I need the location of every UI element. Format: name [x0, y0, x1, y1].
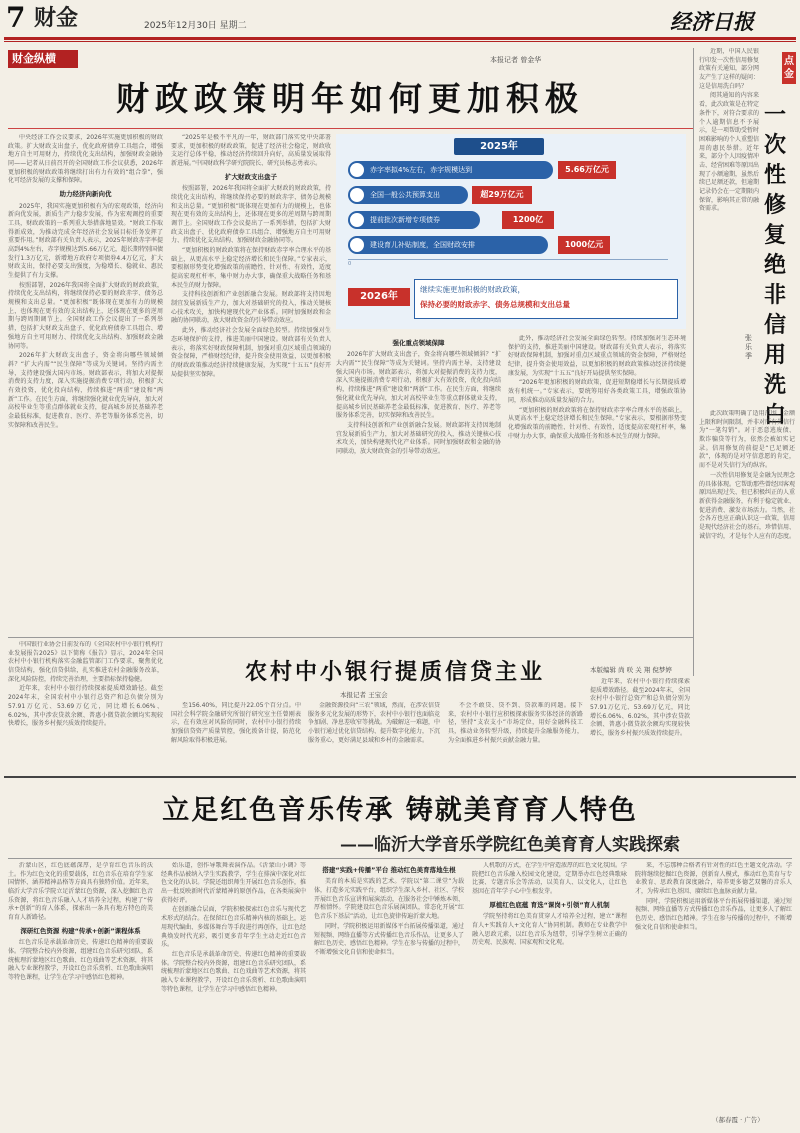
paragraph: 美育的本质是实践的艺术。学院以“第二课堂”为载体，打造多元实践平台，组织学生深入乡村、社区、学校开展红色音乐宣讲和展演活动，在服务社会中锤炼本领、厚植情怀。学院建设红色音乐展演团队，常态化开展“红色音乐下基层”活动，让红色旋律传遍沂蒙大地。: [314, 878, 464, 921]
section-rule: [4, 776, 796, 778]
paragraph: 2026年扩大财政支出盘子，资金将向哪些领域倾斜？“扩大内需”“民生保障”等成为关键词。坚持内需主导，支持建设强大国内市场。财政部表示，将加大对提振消费的支持力度，深入实施提振消费专项行动，积极扩大有效投资，优化投向结构，持续推进“两重”建设和“两新”工作。在民生方面，将继续强化就业优先导向，加大对高校毕业生等重点群体就业支持，提高城乡居民基础养老金最低标准，促进教育、医疗、养老等服务体系完善，切实保障和改善民生。: [8, 352, 163, 429]
section-divider: [8, 637, 693, 638]
article-column-2: [171, 134, 331, 634]
paragraph: 同时，学院积极运用新媒体平台拓展传播渠道，通过短视频、网络直播等方式传播红色音乐作品，让更多人了解红色历史、感悟红色精神。学生在参与传播的过程中，不断增强文化自信和使命担当。: [314, 922, 464, 956]
bank-column-5: [590, 678, 690, 772]
comment-tag: 点金: [782, 52, 796, 84]
paragraph: “更加积极的财政政策将在保持财政赤字率合理水平的基础上，从更高水平上稳定经济增长和民生保障。”专家表示，要根据形势变化增强政策的前瞻性、针对性、有效性，适度提高宏观杠杆率，集中财力办大事，确保重大战略任务和基本民生的财力保障。: [171, 246, 331, 289]
paragraph: 此外，推动经济社会发展全面绿色转型。持续加强对生态环境保护的支持，推进美丽中国建设。财政部有关负责人表示，将落实好财政保障机制，加强对重点区域重点领域的资金保障，严格财经纪律，提升资金使用效益，以更加积极的财政政策推动经济持续健康发展，为实现“十五五”良好开局提供坚实保障。: [171, 327, 331, 378]
paragraph: 2025年，我国实施更加积极有为的宏观政策，经济向新向优发展，新质生产力稳步发展，作为宏观调控的重要工具，财政政策的一系列重大举措落地显效。“财政工作取得新成效，为推动完成全年经济社会发展目标任务发挥了重要作用。”财政部有关负责人表示，2025年财政赤字率提高到4%左右，赤字规模达到5.66万亿元，超长期特别国债发行1.3万亿元，新增地方政府专项债券4.4万亿元，扩大财政支出，保持必要支出强度，为稳增长、稳就业、惠民生提供了有力支撑。: [8, 202, 163, 280]
article-column-4: [508, 335, 686, 635]
bank-column-2: [171, 702, 301, 772]
paragraph: 金融资源投向“三农”领域，然而，在涉农信贷服务多元化发展的形势下，农村中小银行也面临竞争加剧、净息差收窄等挑战。为破解这一难题，中小银行通过优化信贷结构、提升数字化能力，下沉服务重心，更好满足县域和乡村的金融需求。: [308, 702, 440, 744]
infographic-axis-label: 0: [348, 261, 352, 267]
infographic: [336, 134, 686, 329]
paragraph: 红色音乐是承载革命历史、传递红色精神的重要载体。学院整合校内外资源，组建红色音乐研究团队，系统梳理沂蒙地区红色歌曲、红色戏曲等艺术资源，将其融入专业课程教学，开设红色音乐赏析、红色歌曲演唱等特色课程，让学生在学习中感悟红色精神。: [161, 950, 306, 993]
comment-body-top: [699, 48, 759, 408]
paragraph: 近年来，农村中小银行持续探索提质增效路径。截至2024年末，全国农村中小银行总资产和总负债分别为57.91万亿元、53.69万亿元，同比增长6.06%、6.02%，其中涉农贷款余额、普惠小微贷款余额均实现较快增长，服务乡村振兴质效持续提升。: [590, 678, 690, 738]
paragraph: 按照部署，2026年我国将全面扩大财政的财政政策，持续优化支出结构，将继续保持必要的财政赤字、债务总规模和支出总量。“更加积极”既体现在更加有力的规模上，也体现在更有效的支出结构上，还体现在更多的逆周期与跨周期调节上。全国财政工作会议提出了一系列举措，包括扩大财政支出盘子、优化政府债券工具组合、增强地方自主可用财力、持续优化支出结构、加强财政金融协同等。: [171, 185, 331, 245]
paragraph: 此次政策明确了适用范围、金额上限和时间限制，并非对所有失信行为“一笔勾销”。对于恶意逃废债、欺诈骗贷等行为，依然会被如实记录。信用修复的前提是“已足额还款”，体现的是对守信意愿的肯定，而不是对失信行为的纵容。: [699, 410, 795, 470]
infographic-note-line: 保持必要的财政赤字、债务总规模和支出总量: [420, 300, 570, 309]
article-column-3: [336, 335, 501, 635]
paragraph: “2025年是极不平凡的一年，财政部门落实党中央部署要求，更加积极的财政政策，促进了经济社会稳定，财政收支运行总体平稳，推动经济持续回升向好，高质量发展取得新进展。”中国财政科学研究院院长、研究员杨志勇表示。: [171, 134, 331, 168]
music-column-4: [472, 862, 627, 1127]
page-editor: 本版编辑 尚 咲 关 翔 倪梦婷: [590, 666, 672, 674]
music-column-3: [314, 862, 464, 1127]
paragraph: 不会不敢贷、贷不到、贷款难的问题。接下来，农村中小银行应积极探索服务实体经济的新路径，坚持“支农支小”市场定位，用好金融科技工具，推动业务转型升级，持续提升金融服务能力，为全面推进乡村振兴贡献金融力量。: [448, 702, 583, 744]
comment-body-bottom: [699, 410, 795, 660]
infographic-icon: [350, 163, 364, 177]
paragraph: 人机歌的方式，在学生中营造浓厚的红色文化氛围。学院把红色音乐融入校园文化建设，定期举办红色经典歌咏比赛、专题音乐会等活动，以美育人、以文化人，让红色基因在青年学子心中生根发芽。: [472, 862, 627, 896]
infographic-row-label: 建设育儿补贴制度，全国财政安排: [370, 241, 475, 249]
paragraph: 支持科技创新和产业创新融合发展。财政部将支持因地制宜发展新质生产力，加大对基础研究的投入，推动关键核心技术攻关，加快构建现代化产业体系。同时加强财政和金融的协同联动，放大财政资金的引导带动效应。: [171, 291, 331, 325]
infographic-axis: [348, 259, 668, 260]
music-column-1: [8, 862, 153, 1127]
paragraph: “更加积极的财政政策将在保持财政赤字率合理水平的基础上，从更高水平上稳定经济增长和民生保障。”专家表示，要根据形势变化增强政策的前瞻性、针对性、有效性，适度提高宏观杠杆率，集中财力办大事，确保重大战略任务和基本民生的财力保障。: [508, 406, 686, 440]
column-tag-label: 财金纵横: [12, 52, 56, 65]
page-header: [0, 0, 800, 40]
music-byline: （郝春霞 · 广告）: [712, 1116, 764, 1124]
infographic-year-2025: 2025年: [454, 138, 544, 155]
bank-column-3: [308, 702, 440, 772]
intro-paragraph: 中央经济工作会议要求，2026年实施更加积极的财政政策。扩大财政支出盘子，优化政府债券工具组合，增强地方自主可用财力，持续优化支出结构，加强财政金融协同——记者从日前召开的全国财政工作会议获悉，2026年更加积极的财政政策将继续打出有力有效的“组合拳”，强化可经济发展的支撑和保障。: [8, 134, 163, 185]
paragraph: 来，不忘那种合格者有针对性的红色主题文化活动。学院将继续挖掘红色资源，创新育人模式，推动红色美育与专业教育、思政教育深度融合，培养更多德艺双馨的音乐人才，为传承红色基因、赓续红色血脉贡献力量。: [635, 862, 792, 896]
paragraph: 一次性信用修复是金融为民理念的具体体现。它帮助那些曾经因客观原因出现过失、但已积极纠正的人重新获得金融服务，有利于稳定就业、促进消费、激发市场活力。当然，社会各方也应正确认识这一政策，信用是现代经济社会的基石，珍惜信用、诚信守约，才是每个人应有的态度。: [699, 471, 795, 540]
section-name: 财金: [34, 6, 79, 31]
paragraph: 近年来，农村中小银行持续探索提质增效路径。截至2024年末，全国农村中小银行总资产和总负债分别为57.91万亿元、53.69万亿元，同比增长6.06%、6.02%，其中涉农贷款余额、普惠小微贷款余额均实现较快增长，服务乡村振兴质效持续提升。: [8, 685, 163, 728]
header-rule-thin: [4, 41, 796, 42]
bank-column-1: [8, 641, 163, 771]
music-headline: 立足红色音乐传承 铸就美育育人特色: [162, 795, 638, 826]
infographic-row-value: 1200亿: [502, 211, 554, 229]
paragraph: 按照部署，2026年我国将全面扩大财政的财政政策，持续优化支出结构，将继续保持必要的财政赤字、债务总规模和支出总量。“更加积极”既体现在更加有力的规模上，也体现在更有效的支出结构上，还体现在更多的逆周期与跨周期调节上。全国财政工作会议提出了一系列举措，包括扩大财政支出盘子、优化政府债券工具组合、增强地方自主可用财力、持续优化支出结构、加强财政金融协同等。: [8, 281, 163, 350]
paragraph: 2026年扩大财政支出盘子，资金将向哪些领域倾斜？“扩大内需”“民生保障”等成为关键词。坚持内需主导，支持建设强大国内市场。财政部表示，将加大对提振消费的支持力度，深入实施提振消费专项行动，积极扩大有效投资，优化投向结构，持续推进“两重”建设和“两新”工作。在民生方面，将继续强化就业优先导向，加大对高校毕业生等重点群体就业支持，提高城乡居民基础养老金最低标准，促进教育、医疗、养老等服务体系完善，切实保障和改善民生。: [336, 351, 501, 420]
paragraph: 始乐道，创作导歌舞表演作品。《沂蒙山小调》等经典作品被纳入学生实践教学，学生在排演中深化对红色文化的认识。学院还组织师生开展红色音乐创作，推出一批反映新时代沂蒙精神的原创作品，在各类展演中获得好评。: [161, 862, 306, 904]
music-column-2: [161, 862, 306, 1127]
paragraph: 近期，中国人民银行印发一次性信用修复政策有关通知，部分网友产生了这样的疑问：这是信用洗白吗？: [699, 48, 759, 90]
bank-column-4: [448, 702, 583, 772]
section-title: 搭建“实践+传播”平台 推动红色美育落地生根: [322, 866, 456, 874]
header-rule: [4, 37, 796, 40]
article-column-1: [8, 134, 163, 634]
headline-rule: [8, 128, 693, 129]
infographic-row-value: 超29万亿元: [472, 186, 532, 204]
music-subheadline: ——临沂大学音乐学院红色美育育人实践探索: [340, 835, 680, 855]
masthead-logo: 经济日报: [670, 9, 754, 34]
issue-date: 2025年12月30日 星期二: [144, 21, 247, 31]
infographic-row-label: 全国一般公共预算支出: [370, 191, 440, 199]
paragraph: 在创新融合层面，学院积极探索红色音乐与现代艺术形式的结合。在保留红色音乐精神内核的基础上，运用现代编曲、多媒体舞台等手段进行再创作，让红色经典焕发时代光彩，吸引更多青年学生主动走近红色音乐。: [161, 906, 306, 949]
paragraph: “2026年更加积极的财政政策，促进短期稳增长与长期提质增效有机统一。”专家表示，要统筹用好各类政策工具，增强政策协同，形成推动高质量发展的合力。: [508, 379, 686, 404]
infographic-note-line: 继续实施更加积极的财政政策，: [420, 285, 525, 294]
infographic-row-label: 赤字率拟4%左右，赤字规模达到: [370, 166, 473, 174]
paragraph: 同时，学院积极运用新媒体平台拓展传播渠道，通过短视频、网络直播等方式传播红色音乐作品，让更多人了解红色历史、感悟红色精神。学生在参与传播的过程中，不断增强文化自信和使命担当。: [635, 897, 792, 931]
reporter-byline: 本报记者 曾金华: [490, 56, 542, 64]
section-title: 强化重点领域保障: [392, 339, 445, 347]
infographic-row-value: 1000亿元: [558, 236, 610, 254]
paragraph: 红色音乐是承载革命历史、传递红色精神的重要载体。学院整合校内外资源，组建红色音乐研究团队，系统梳理沂蒙地区红色歌曲、红色戏曲等艺术资源，将其融入专业课程教学，开设红色音乐赏析、红色歌曲演唱等特色课程，让学生在学习中感悟红色精神。: [8, 939, 153, 981]
infographic-icon: [350, 188, 364, 202]
music-column-5: [635, 862, 792, 1112]
headline-rule: [8, 858, 792, 859]
section-title: 厚植红色底蕴 育选“课岗+引领”育人机制: [489, 900, 610, 909]
infographic-icon: [350, 213, 364, 227]
infographic-year-2026: 2026年: [348, 288, 410, 306]
main-headline: 财政政策明年如何更加积极: [116, 79, 584, 118]
comment-author: 张乐季: [745, 334, 752, 360]
paragraph: 沂蒙山区，红色底蕴深厚，是孕育红色音乐的沃土。作为红色文化的重要载体，红色音乐在培育学生家国情怀、涵养精神品格等方面具有独特价值。近年来，临沂大学音乐学院立足沂蒙红色资源，深入挖掘红色音乐资源，将红色音乐融入人才培养全过程，构建了“传承+创新”的育人体系，探索出一条具有地方特色的美育育人新路径。: [8, 862, 153, 922]
paragraph: 支持科技创新和产业创新融合发展。财政部将支持因地制宜发展新质生产力，加大对基础研究的投入，推动关键核心技术攻关，加快构建现代化产业体系。同时加强财政和金融的协同联动，放大财政资金的引导带动效应。: [336, 421, 501, 455]
paragraph: 阅其通知的内容来看，此次政策是在特定条件下，对符合要求的个人逾期信息不予展示，是一项帮助受暂时困难影响的个人重塑信用的惠民举措。近年来，部分个人因疫情冲击、经营困难等原因出现了小额逾期，虽然后续已足额还款，但逾期记录仍会在一定期限内保留，影响其正常的融资需求。: [699, 92, 759, 213]
column-divider: [693, 48, 694, 676]
paragraph: 学院坚持将红色美育贯穿人才培养全过程，建立“课程育人+实践育人+文化育人”协同机制。教师在专业教学中融入思政元素，以红色音乐为纽带，引导学生树立正确的历史观、民族观、国家观和文化观。: [472, 913, 627, 947]
infographic-icon: [350, 238, 364, 252]
paragraph: 至156.40%，同比提升22.05个百分点。中国社会科学院金融研究所银行研究室主任曾刚表示，在有效应对风险的同时，农村中小银行持续加强信贷资产质量管控，强化拨备计提，防范化解风险取得积极进展。: [171, 702, 301, 744]
bank-reporter: 本报记者 王宝会: [340, 691, 388, 699]
section-title: 深研红色资源 构建“传承+创新”课程体系: [20, 926, 141, 935]
comment-title: 一次性修复绝非信用洗白: [763, 102, 786, 428]
bank-headline: 农村中小银行提质信贷主业: [244, 659, 545, 685]
section-title: 扩大财政支出盘子: [225, 172, 277, 181]
page-number: 7: [6, 1, 26, 34]
infographic-row-label: 提前批次新增专项债券: [370, 216, 440, 224]
section-title: 助力经济向新向优: [59, 190, 112, 199]
paragraph: 此外，推动经济社会发展全面绿色转型。持续加强对生态环境保护的支持，推进美丽中国建设。财政部有关负责人表示，将落实好财政保障机制，加强对重点区域重点领域的资金保障，严格财经纪律，提升资金使用效益，以更加积极的财政政策推动经济持续健康发展，为实现“十五五”良好开局提供坚实保障。: [508, 335, 686, 377]
infographic-row-value: 5.66万亿元: [558, 161, 616, 179]
paragraph: 中国银行业协会日前发布的《全国农村中小银行机构行业发展报告2025》以下简称《报告》显示，2024年全国农村中小银行机构落实金融监管部门工作要求，聚焦优化信贷结构，强化信贷供给，扎实推进农村金融服务改革，深化风险防控，持续完善治理，主要指标保持稳健。: [8, 641, 163, 683]
